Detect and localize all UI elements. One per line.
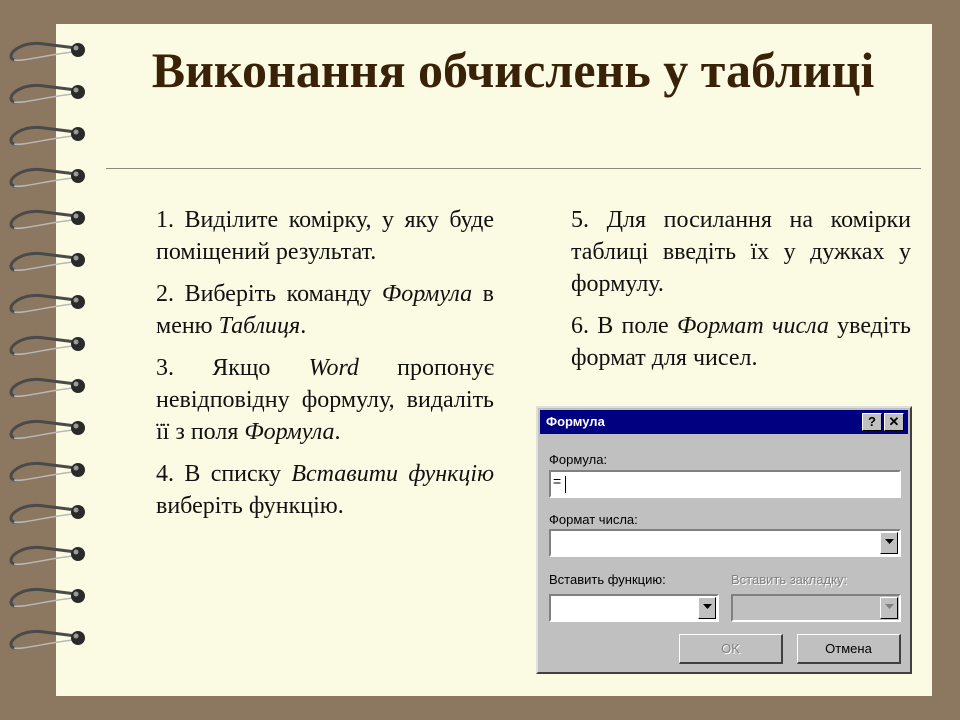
right-column-text: [571, 204, 911, 384]
italic-term: Вставити функцію: [291, 461, 494, 487]
spiral-ring-icon: [11, 337, 85, 354]
paragraph: [156, 204, 494, 268]
spiral-ring-icon: [11, 253, 85, 270]
italic-term: Формула: [381, 281, 473, 307]
italic-term: Таблиця: [218, 313, 301, 339]
text-run: 1. Виділите комірку, у яку буде поміщений результат.: [156, 207, 494, 265]
italic-term: Формула: [244, 419, 335, 445]
number-format-label: Формат числа:: [549, 512, 638, 527]
text-run: 6. В поле: [571, 313, 677, 339]
chevron-down-icon: [885, 539, 894, 544]
text-run: 2. Виберіть команду: [156, 281, 382, 307]
chevron-down-icon: [703, 604, 712, 609]
paste-bookmark-dropdown-button[interactable]: [880, 597, 898, 619]
italic-term: Word: [308, 355, 359, 381]
spiral-ring-icon: [11, 169, 85, 186]
paragraph: [571, 204, 911, 300]
spiral-ring-icon: [11, 589, 85, 606]
spiral-ring-icon: [11, 43, 85, 60]
dialog-title: Формула: [546, 414, 605, 429]
spiral-ring-icon: [11, 295, 85, 312]
text-run: .: [334, 419, 341, 445]
paste-function-select[interactable]: [549, 594, 719, 622]
paste-bookmark-label: Вставить закладку:: [731, 572, 848, 587]
help-button[interactable]: ?: [862, 413, 882, 431]
paste-function-dropdown-button[interactable]: [698, 597, 716, 619]
text-run: 3. Якщо: [156, 355, 309, 381]
ok-button[interactable]: OK: [679, 634, 783, 664]
text-run: 4. В списку: [156, 461, 292, 487]
paragraph: [156, 458, 494, 522]
text-run: пропонує невідповідну формулу, видаліть її з поля: [156, 355, 494, 445]
spiral-ring-icon: [11, 85, 85, 102]
close-button[interactable]: ✕: [884, 413, 904, 431]
chevron-down-icon: [885, 604, 894, 609]
text-run: 5. Для посилання на комірки таблиці введіть їх у дужках у формулу.: [571, 207, 911, 297]
spiral-ring-icon: [11, 421, 85, 438]
left-column-text: [156, 204, 494, 532]
text-run: в меню: [156, 281, 494, 339]
formula-label: Формула:: [549, 452, 608, 467]
formula-input[interactable]: [549, 470, 901, 498]
text-run: виберіть функцію.: [156, 493, 344, 519]
number-format-dropdown-button[interactable]: [880, 532, 898, 554]
paragraph: [156, 278, 494, 342]
formula-input-value: =: [553, 473, 562, 489]
italic-term: Формат числа: [676, 313, 829, 339]
number-format-select[interactable]: [549, 529, 901, 557]
paragraph: [156, 352, 494, 448]
spiral-ring-icon: [11, 211, 85, 228]
text-cursor: [565, 476, 566, 493]
text-run: уведіть формат для чисел.: [571, 313, 911, 371]
paste-function-label: Вставить функцию:: [549, 572, 666, 587]
spiral-ring-icon: [11, 379, 85, 396]
spiral-ring-icon: [11, 547, 85, 564]
cancel-button[interactable]: Отмена: [797, 634, 901, 664]
spiral-ring-icon: [11, 463, 85, 480]
paste-bookmark-select[interactable]: [731, 594, 901, 622]
spiral-ring-icon: [11, 127, 85, 144]
dialog-titlebar[interactable]: [540, 410, 908, 434]
paragraph: [571, 310, 911, 374]
formula-dialog: [536, 406, 912, 674]
spiral-binding: [0, 38, 110, 688]
spiral-ring-icon: [11, 505, 85, 522]
spiral-ring-icon: [11, 631, 85, 648]
title-divider: [106, 168, 921, 169]
slide-title: Виконання обчислень у таблиці: [151, 42, 875, 98]
text-run: .: [300, 313, 307, 339]
